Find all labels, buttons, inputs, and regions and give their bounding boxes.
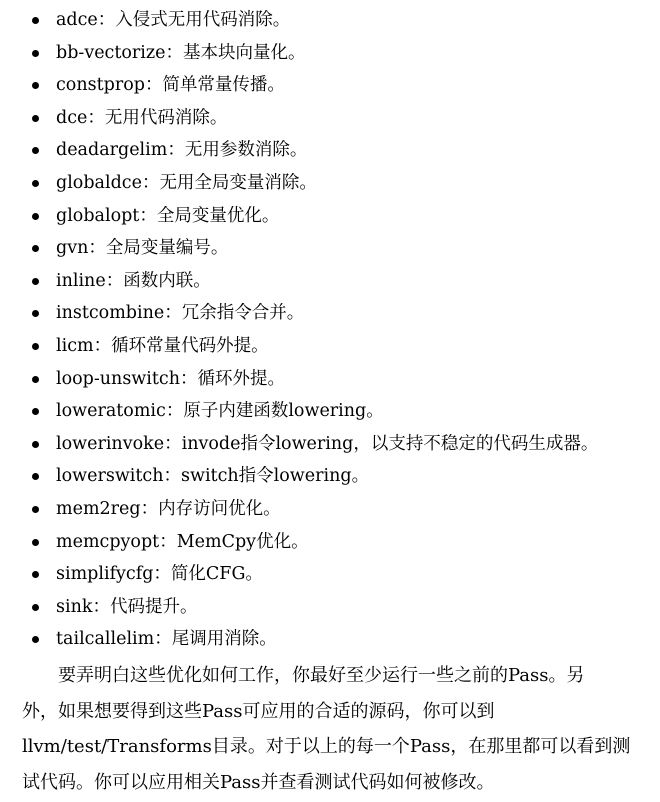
pass-item bbox=[0, 200, 660, 233]
optimization-pass-list bbox=[0, 4, 660, 656]
pass-separator: ： bbox=[139, 205, 157, 226]
pass-description: 简单常量传播。 bbox=[162, 75, 285, 96]
pass-separator: ： bbox=[93, 335, 112, 356]
pass-description: 循环外提。 bbox=[197, 368, 285, 389]
pass-separator: ： bbox=[88, 238, 106, 259]
pass-name: loweratomic bbox=[56, 401, 166, 422]
pass-name: licm bbox=[56, 335, 94, 356]
bullet-icon bbox=[32, 245, 39, 252]
pass-item bbox=[0, 428, 660, 461]
pass-separator: ： bbox=[165, 401, 184, 422]
pass-name: memcpyopt bbox=[56, 531, 160, 552]
pass-description: 内存访问优化。 bbox=[158, 498, 281, 519]
bullet-icon bbox=[32, 506, 39, 513]
bullet-icon bbox=[32, 441, 39, 448]
pass-name: adce bbox=[56, 10, 98, 30]
bullet-icon bbox=[32, 539, 39, 546]
pass-separator: ： bbox=[167, 140, 185, 161]
bullet-icon bbox=[32, 213, 39, 220]
bullet-icon bbox=[32, 571, 39, 578]
paragraph-line: llvm/test/Transforms目录。对于以上的每一个Pass，在那里都可以看到测 bbox=[22, 736, 631, 757]
pass-name: constprop bbox=[56, 75, 145, 96]
pass-item bbox=[0, 134, 660, 167]
bullet-icon bbox=[32, 50, 39, 57]
pass-description: MemCpy优化。 bbox=[176, 531, 309, 552]
pass-description: switch指令lowering。 bbox=[181, 466, 370, 487]
pass-separator: ： bbox=[165, 42, 183, 63]
pass-description: 无用全局变量消除。 bbox=[159, 172, 317, 193]
bullet-icon bbox=[32, 343, 39, 350]
pass-separator: ： bbox=[163, 466, 181, 487]
bullet-icon bbox=[32, 310, 39, 317]
paragraph-line: 要弄明白这些优化如何工作，你最好至少运行一些之前的Pass。另 bbox=[58, 665, 585, 686]
pass-separator: ： bbox=[144, 75, 163, 96]
pass-separator: ： bbox=[164, 303, 182, 324]
pass-separator: ： bbox=[97, 10, 116, 30]
pass-item bbox=[0, 591, 660, 624]
pass-item bbox=[0, 623, 660, 656]
pass-description: 函数内联。 bbox=[123, 270, 211, 291]
pass-name: inline bbox=[56, 270, 106, 291]
pass-separator: ： bbox=[92, 596, 110, 617]
bullet-icon bbox=[32, 636, 39, 643]
pass-item bbox=[0, 526, 660, 559]
pass-description: 基本块向量化。 bbox=[182, 42, 306, 63]
bullet-icon bbox=[32, 408, 39, 415]
pass-item bbox=[0, 330, 660, 363]
pass-description: 尾调用消除。 bbox=[171, 629, 277, 650]
pass-name: lowerinvoke bbox=[56, 433, 165, 454]
pass-description: 循环常量代码外提。 bbox=[111, 335, 269, 356]
bullet-icon bbox=[32, 473, 39, 480]
pass-separator: ： bbox=[153, 564, 171, 585]
pass-separator: ： bbox=[180, 368, 198, 389]
pass-name: dce bbox=[56, 107, 88, 128]
pass-item bbox=[0, 4, 660, 37]
pass-name: simplifycfg bbox=[56, 564, 154, 585]
pass-name: gvn bbox=[56, 238, 89, 259]
pass-separator: ： bbox=[87, 107, 105, 128]
bullet-icon bbox=[32, 376, 39, 383]
pass-separator: ： bbox=[140, 498, 159, 519]
pass-name: tailcallelim bbox=[56, 629, 155, 650]
pass-item bbox=[0, 395, 660, 428]
bullet-icon bbox=[32, 278, 39, 285]
pass-name: loop-unswitch bbox=[56, 368, 180, 389]
paragraph-line: 外，如果想要得到这些Pass可应用的合适的源码，你可以到 bbox=[22, 700, 495, 722]
pass-name: lowerswitch bbox=[56, 466, 164, 487]
bullet-icon bbox=[32, 604, 39, 611]
pass-item bbox=[0, 363, 660, 396]
explanation-paragraph bbox=[22, 658, 642, 800]
pass-item bbox=[0, 69, 660, 102]
pass-name: instcombine bbox=[56, 303, 165, 324]
pass-description: 无用参数消除。 bbox=[184, 140, 308, 161]
bullet-icon bbox=[32, 147, 39, 154]
bullet-icon bbox=[32, 82, 39, 89]
pass-description: 全局变量编号。 bbox=[105, 238, 229, 259]
pass-item bbox=[0, 297, 660, 330]
pass-separator: ： bbox=[105, 270, 124, 291]
pass-item bbox=[0, 558, 660, 591]
pass-description: 简化CFG。 bbox=[170, 564, 263, 585]
pass-separator: ： bbox=[159, 531, 177, 552]
pass-item bbox=[0, 102, 660, 135]
pass-separator: ： bbox=[141, 172, 160, 193]
pass-name: deadargelim bbox=[56, 140, 168, 161]
pass-name: globaldce bbox=[56, 172, 142, 193]
pass-item bbox=[0, 460, 660, 493]
pass-description: 全局变量优化。 bbox=[156, 205, 280, 226]
pass-name: mem2reg bbox=[56, 498, 141, 519]
pass-description: invode指令lowering，以支持不稳定的代码生成器。 bbox=[181, 433, 599, 454]
pass-item bbox=[0, 232, 660, 265]
bullet-icon bbox=[32, 115, 39, 122]
pass-description: 代码提升。 bbox=[109, 596, 198, 617]
pass-description: 冗余指令合并。 bbox=[181, 303, 305, 324]
pass-item bbox=[0, 37, 660, 70]
pass-name: bb-vectorize bbox=[56, 42, 166, 63]
pass-name: globalopt bbox=[56, 205, 140, 226]
bullet-icon bbox=[32, 17, 39, 24]
pass-item bbox=[0, 265, 660, 298]
pass-item bbox=[0, 167, 660, 200]
pass-description: 无用代码消除。 bbox=[104, 107, 228, 128]
pass-description: 原子内建函数lowering。 bbox=[183, 401, 384, 422]
paragraph-line: 试代码。你可以应用相关Pass并查看测试代码如何被修改。 bbox=[22, 771, 495, 793]
pass-item bbox=[0, 493, 660, 526]
bullet-icon bbox=[32, 180, 39, 187]
pass-description: 入侵式无用代码消除。 bbox=[115, 10, 291, 30]
pass-separator: ： bbox=[164, 433, 182, 454]
pass-separator: ： bbox=[154, 629, 172, 650]
pass-name: sink bbox=[56, 596, 93, 617]
